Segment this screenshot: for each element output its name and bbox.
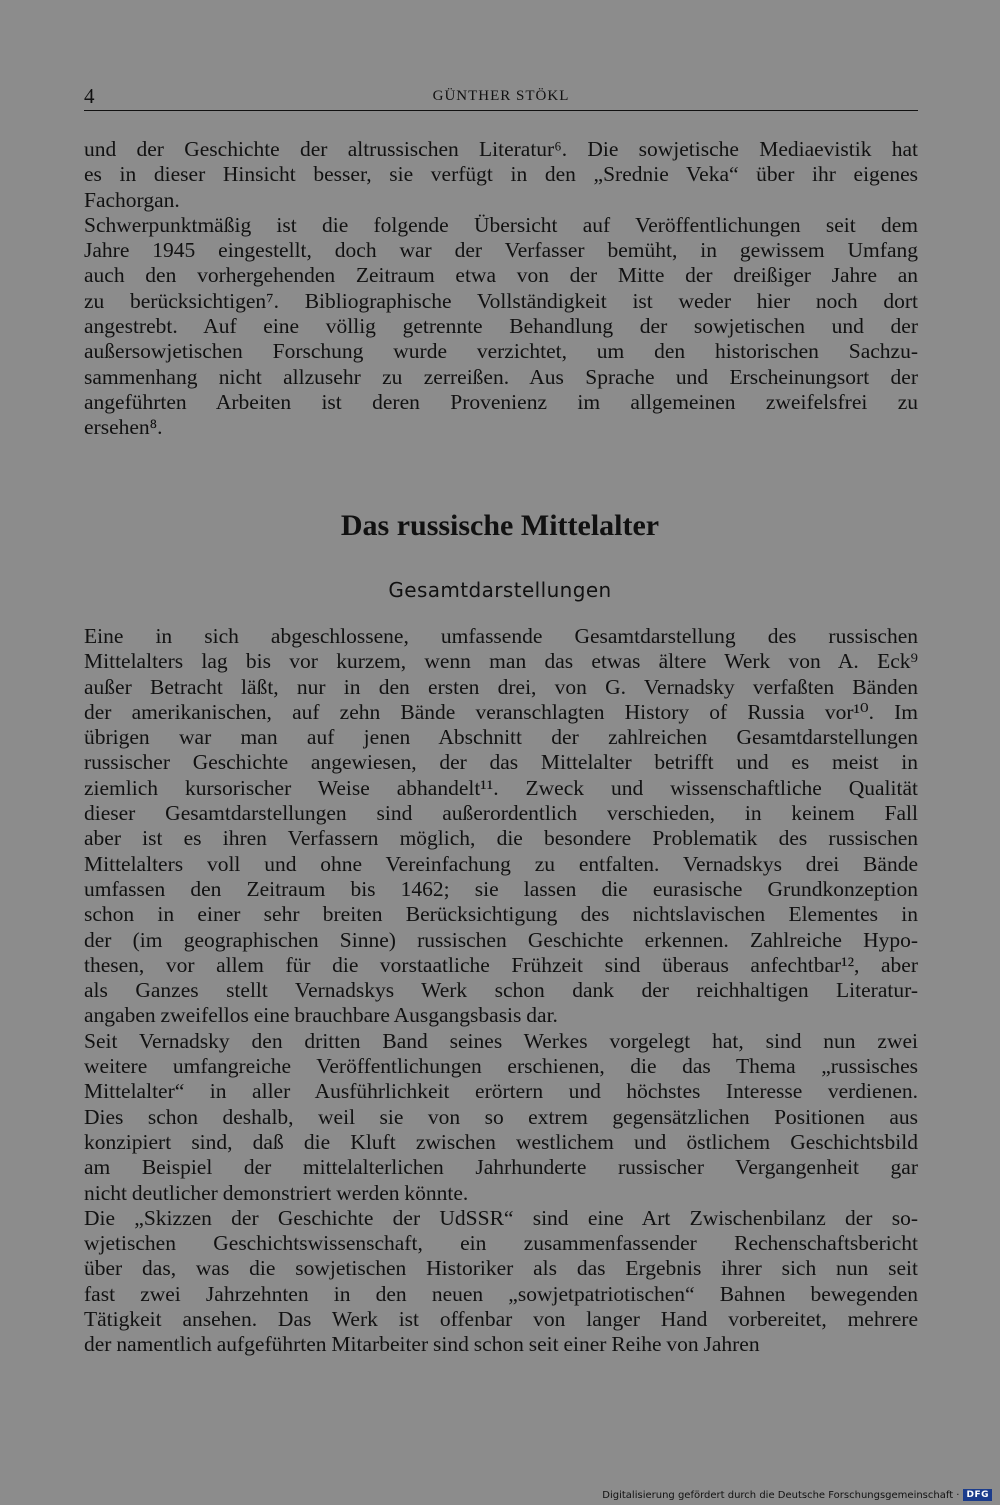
intro-paragraphs xyxy=(84,137,918,441)
credit-text: Digitalisierung gefördert durch die Deutsche Forschungsgemeinschaft · xyxy=(602,1489,960,1501)
text-line: weitere umfangreiche Veröffentlichungen erschienen, die das Thema „russisches xyxy=(84,1054,918,1079)
text-line: dieser Gesamtdarstellungen sind außerordentlich verschieden, in keinem Fall xyxy=(84,801,918,826)
text-line: Fachorgan. xyxy=(84,187,180,212)
text-line: ersehen⁸. xyxy=(84,415,163,440)
text-line: Jahre 1945 eingestellt, doch war der Verfasser bemüht, in gewissem Umfang xyxy=(84,238,918,263)
text-line: angaben zweifellos eine brauchbare Ausgangsbasis dar. xyxy=(84,1003,558,1028)
text-line: Mittelalters lag bis vor kurzem, wenn man das etwas ältere Werk von A. Eck⁹ xyxy=(84,649,918,674)
text-line: fast zwei Jahrzehnten in den neuen „sowjetpatriotischen“ Bahnen bewegenden xyxy=(84,1281,918,1306)
text-line: wjetischen Geschichtswissenschaft, ein zusammenfassender Rechenschaftsbericht xyxy=(84,1231,918,1256)
page-number: 4 xyxy=(84,84,95,108)
text-line: und der Geschichte der altrussischen Literatur⁶. Die sowjetische Mediaevistik hat xyxy=(84,137,918,161)
text-line: Dies schon deshalb, weil sie von so extrem gegensätzlichen Positionen aus xyxy=(84,1104,918,1129)
text-line: schon in einer sehr breiten Berücksichtigung des nichtslavischen Elementes in xyxy=(84,902,918,927)
text-line: auch den vorhergehenden Zeitraum etwa von der Mitte der dreißiger Jahre an xyxy=(84,263,918,288)
text-line: es in dieser Hinsicht besser, sie verfügt in den „Srednie Veka“ über ihr eigenes xyxy=(84,162,918,187)
text-line: russischer Geschichte angewiesen, der das Mittelalter betrifft und es meist in xyxy=(84,750,918,775)
text-line: als Ganzes stellt Vernadskys Werk schon dank der reichhaltigen Literatur- xyxy=(84,978,918,1003)
text-line: außersowjetischen Forschung wurde verzichtet, um den historischen Sachzu- xyxy=(84,339,918,364)
text-line: aber ist es ihren Verfassern möglich, die besondere Problematik des russischen xyxy=(84,826,918,851)
text-line: am Beispiel der mittelalterlichen Jahrhunderte russischer Vergangenheit gar xyxy=(84,1155,918,1180)
text-line: Mittelalters voll und ohne Vereinfachung zu entfalten. Vernadskys drei Bände xyxy=(84,851,918,876)
subsection-title: Gesamtdarstellungen xyxy=(388,578,612,602)
running-head xyxy=(84,84,918,111)
text-line: außer Betracht läßt, nur in den ersten drei, von G. Vernadsky verfaßten Bänden xyxy=(84,674,918,699)
text-line: konzipiert sind, daß die Kluft zwischen westlichem und östlichem Geschichtsbild xyxy=(84,1129,918,1154)
dfg-logo: DFG xyxy=(963,1489,992,1501)
header-author: GÜNTHER STÖKL xyxy=(432,88,570,104)
digitization-credit xyxy=(602,1489,992,1501)
text-line: angeführten Arbeiten ist deren Provenienz im allgemeinen zweifelsfrei zu xyxy=(84,389,918,414)
text-line: Schwerpunktmäßig ist die folgende Übersicht auf Veröffentlichungen seit dem xyxy=(84,212,918,237)
text-line: der (im geographischen Sinne) russischen Geschichte erkennen. Zahlreiche Hypo- xyxy=(84,927,918,952)
text-line: zu berücksichtigen⁷. Bibliographische Vollständigkeit ist weder hier noch dort xyxy=(84,288,918,313)
text-line: sammenhang nicht allzusehr zu zerreißen. Aus Sprache und Erscheinungsort der xyxy=(84,364,918,389)
text-line: Seit Vernadsky den dritten Band seines Werkes vorgelegt hat, sind nun zwei xyxy=(84,1028,918,1053)
text-line: der namentlich aufgeführten Mitarbeiter sind schon seit einer Reihe von Jahren xyxy=(84,1332,760,1357)
text-line: über das, was die sowjetischen Historiker als das Ergebnis ihrer sich nun seit xyxy=(84,1256,918,1281)
section-title: Das russische Mittelalter xyxy=(340,509,660,542)
text-line: ziemlich kursorischer Weise abhandelt¹¹. Zweck und wissenschaftliche Qualität xyxy=(84,775,918,800)
text-line: der amerikanischen, auf zehn Bände veranschlagten History of Russia vor¹⁰. Im xyxy=(84,699,918,724)
text-line: übrigen war man auf jenen Abschnitt der zahlreichen Gesamtdarstellungen xyxy=(84,725,918,750)
body-paragraphs xyxy=(84,624,918,1358)
text-line: Eine in sich abgeschlossene, umfassende Gesamtdarstellung des russischen xyxy=(84,624,918,648)
text-line: angestrebt. Auf eine völlig getrennte Behandlung der sowjetischen und der xyxy=(84,314,918,339)
text-line: thesen, vor allem für die vorstaatliche Frühzeit sind überaus anfechtbar¹², aber xyxy=(84,952,918,977)
text-line: Tätigkeit ansehen. Das Werk ist offenbar von langer Hand vorbereitet, mehrere xyxy=(84,1307,918,1332)
text-line: umfassen den Zeitraum bis 1462; sie lassen die eurasische Grundkonzeption xyxy=(84,876,918,901)
text-line: nicht deutlicher demonstriert werden könnte. xyxy=(84,1180,469,1205)
text-line: Mittelalter“ in aller Ausführlichkeit erörtern und höchstes Interesse verdienen. xyxy=(84,1079,918,1104)
text-line: Die „Skizzen der Geschichte der UdSSR“ sind eine Art Zwischenbilanz der so- xyxy=(84,1205,918,1230)
